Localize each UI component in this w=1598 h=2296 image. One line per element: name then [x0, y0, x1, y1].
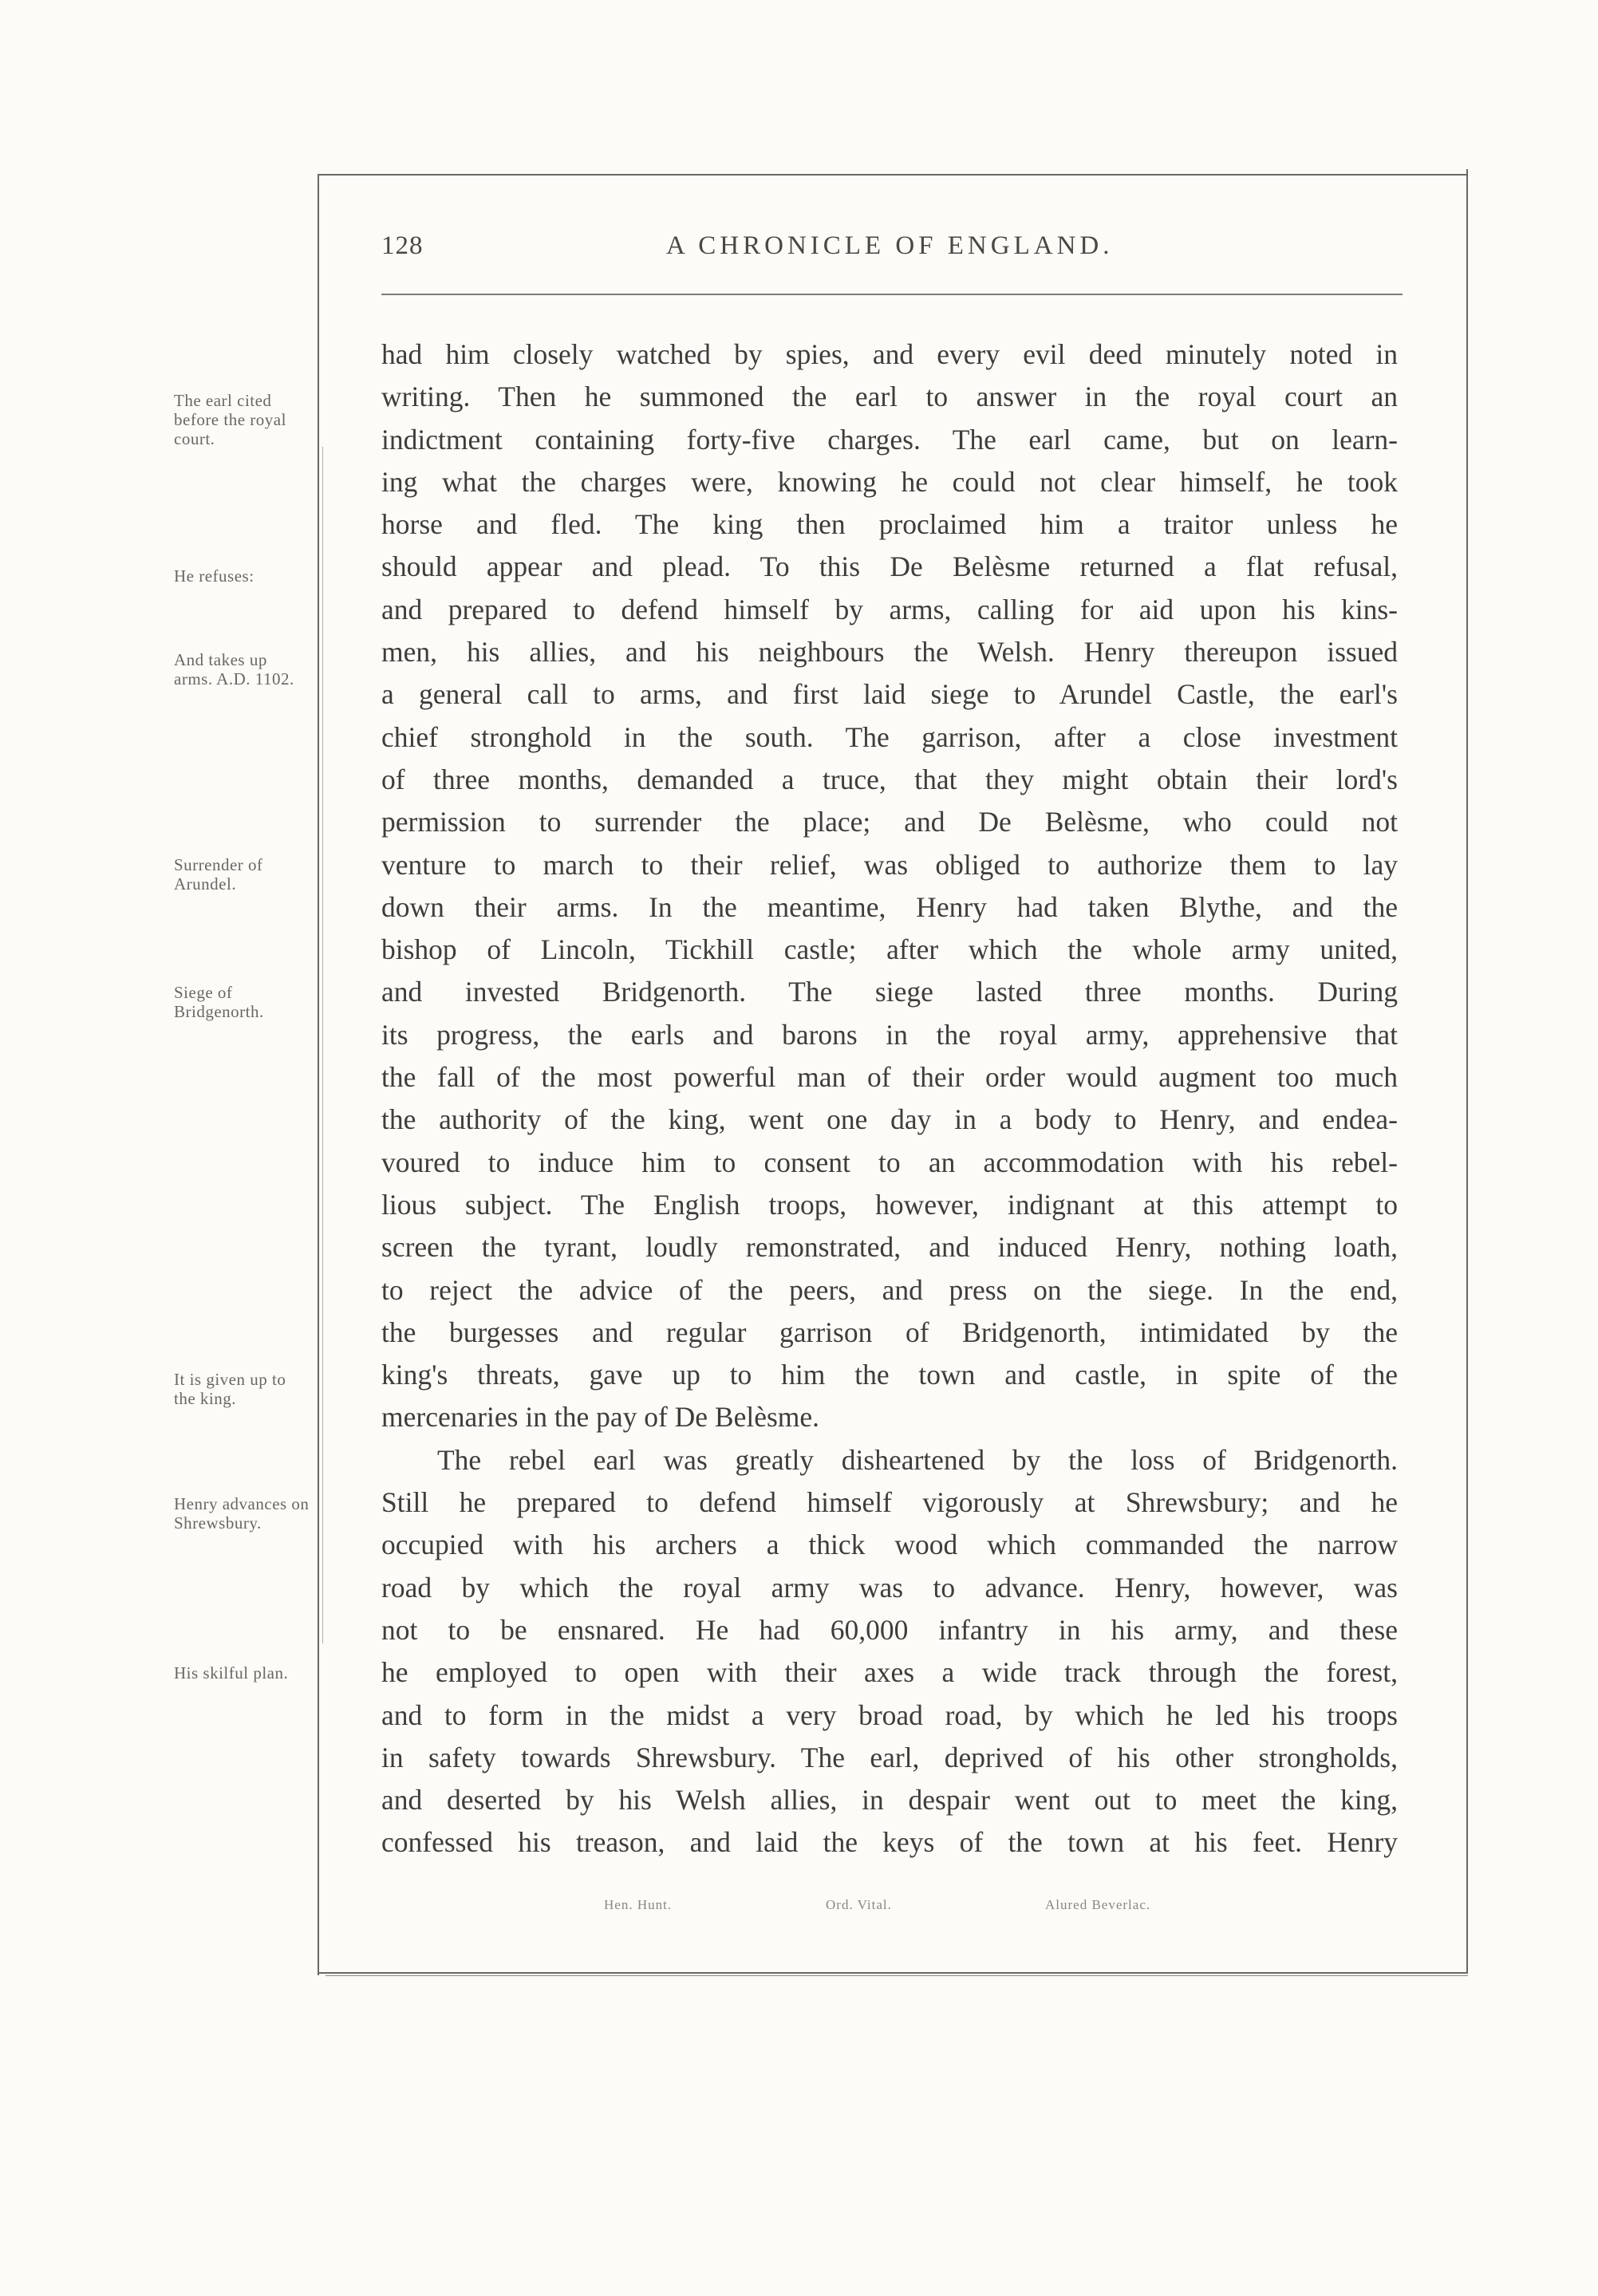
running-header — [381, 231, 1403, 271]
margin-note: He refuses: — [174, 566, 254, 586]
header-rule — [381, 294, 1403, 295]
margin-note: Henry advances on Shrewsbury. — [174, 1494, 310, 1533]
margin-note: His skilful plan. — [174, 1663, 289, 1683]
text-line: writing. Then he summoned the earl to answer in the royal court an — [381, 381, 1398, 413]
frame-inner-left-rule — [322, 447, 323, 1643]
text-line: ing what the charges were, knowing he could not clear himself, he took — [381, 465, 1398, 498]
text-line: confessed his treason, and laid the keys of the town at his feet. Henry — [381, 1826, 1398, 1859]
text-line: voured to induce him to consent to an accommodation with his rebel- — [381, 1146, 1398, 1178]
text-line: king's threats, gave up to him the town and castle, in spite of the — [381, 1359, 1398, 1391]
margin-note: It is given up to the king. — [174, 1370, 286, 1408]
text-line: should appear and plead. To this De Belèsme returned a flat refusal, — [381, 550, 1398, 583]
body-text — [381, 333, 1398, 1864]
text-line: road by which the royal army was to advance. Henry, however, was — [381, 1571, 1398, 1604]
running-title: A CHRONICLE OF ENGLAND. — [666, 231, 1114, 260]
text-line: of three months, demanded a truce, that they might obtain their lord's — [381, 763, 1398, 795]
footer-reference: Hen. Hunt. — [604, 1897, 673, 1912]
frame-right-rule — [1466, 169, 1468, 1974]
text-line: the fall of the most powerful man of their order would augment too much — [381, 1061, 1398, 1094]
text-line: the burgesses and regular garrison of Bridgenorth, intimidated by the — [381, 1316, 1398, 1348]
text-line: and invested Bridgenorth. The siege lasted three months. During — [381, 976, 1398, 1008]
frame-bottom-rule — [318, 1972, 1468, 1974]
text-line: permission to surrender the place; and De Belèsme, who could not — [381, 806, 1398, 838]
text-line: to reject the advice of the peers, and press on the siege. In the end, — [381, 1273, 1398, 1306]
text-line: bishop of Lincoln, Tickhill castle; after which the whole army united, — [381, 933, 1398, 966]
text-line: horse and fled. The king then proclaimed him a traitor unless he — [381, 508, 1398, 541]
text-line: not to be ensnared. He had 60,000 infantry in his army, and these — [381, 1613, 1398, 1646]
text-line-paragraph-end: mercenaries in the pay of De Belèsme. — [381, 1401, 820, 1434]
text-line: chief stronghold in the south. The garrison, after a close investment — [381, 720, 1398, 753]
text-line: indictment containing forty-five charges. The earl came, but on learn- — [381, 423, 1398, 456]
text-line: had him closely watched by spies, and every evil deed minutely noted in — [381, 338, 1398, 370]
text-line: its progress, the earls and barons in the royal army, apprehensive that — [381, 1018, 1398, 1051]
text-line: lious subject. The English troops, however, indignant at this attempt to — [381, 1188, 1398, 1221]
text-line: and prepared to defend himself by arms, calling for aid upon his kins- — [381, 593, 1398, 625]
text-line-paragraph-start: The rebel earl was greatly disheartened by the loss of Bridgenorth. — [437, 1443, 1398, 1476]
frame-left-rule — [318, 174, 319, 1975]
text-line: occupied with his archers a thick wood which commanded the narrow — [381, 1529, 1398, 1561]
margin-note: Surrender of Arundel. — [174, 855, 263, 894]
text-line: he employed to open with their axes a wide track through the forest, — [381, 1656, 1398, 1689]
frame-bottom-rule-secondary — [326, 1975, 1468, 1976]
text-line: the authority of the king, went one day in a body to Henry, and endea- — [381, 1103, 1398, 1136]
text-line: a general call to arms, and first laid siege to Arundel Castle, the earl's — [381, 678, 1398, 711]
text-line: down their arms. In the meantime, Henry had taken Blythe, and the — [381, 890, 1398, 923]
text-line: in safety towards Shrewsbury. The earl, deprived of his other strongholds, — [381, 1741, 1398, 1773]
text-line: and to form in the midst a very broad road, by which he led his troops — [381, 1698, 1398, 1731]
text-line: screen the tyrant, loudly remonstrated, and induced Henry, nothing loath, — [381, 1231, 1398, 1264]
frame-top-rule — [318, 174, 1468, 176]
margin-note: And takes up arms. A.D. 1102. — [174, 650, 294, 688]
footer-reference: Alured Beverlac. — [1045, 1897, 1151, 1912]
text-line: Still he prepared to defend himself vigorously at Shrewsbury; and he — [381, 1486, 1398, 1519]
margin-note: Siege of Bridgenorth. — [174, 983, 264, 1021]
text-line: venture to march to their relief, was obliged to authorize them to lay — [381, 848, 1398, 881]
text-line: men, his allies, and his neighbours the Welsh. Henry thereupon issued — [381, 636, 1398, 669]
page-number: 128 — [381, 231, 424, 260]
text-line: and deserted by his Welsh allies, in despair went out to meet the king, — [381, 1784, 1398, 1817]
margin-note: The earl cited before the royal court. — [174, 391, 286, 448]
footer-reference: Ord. Vital. — [826, 1897, 892, 1912]
